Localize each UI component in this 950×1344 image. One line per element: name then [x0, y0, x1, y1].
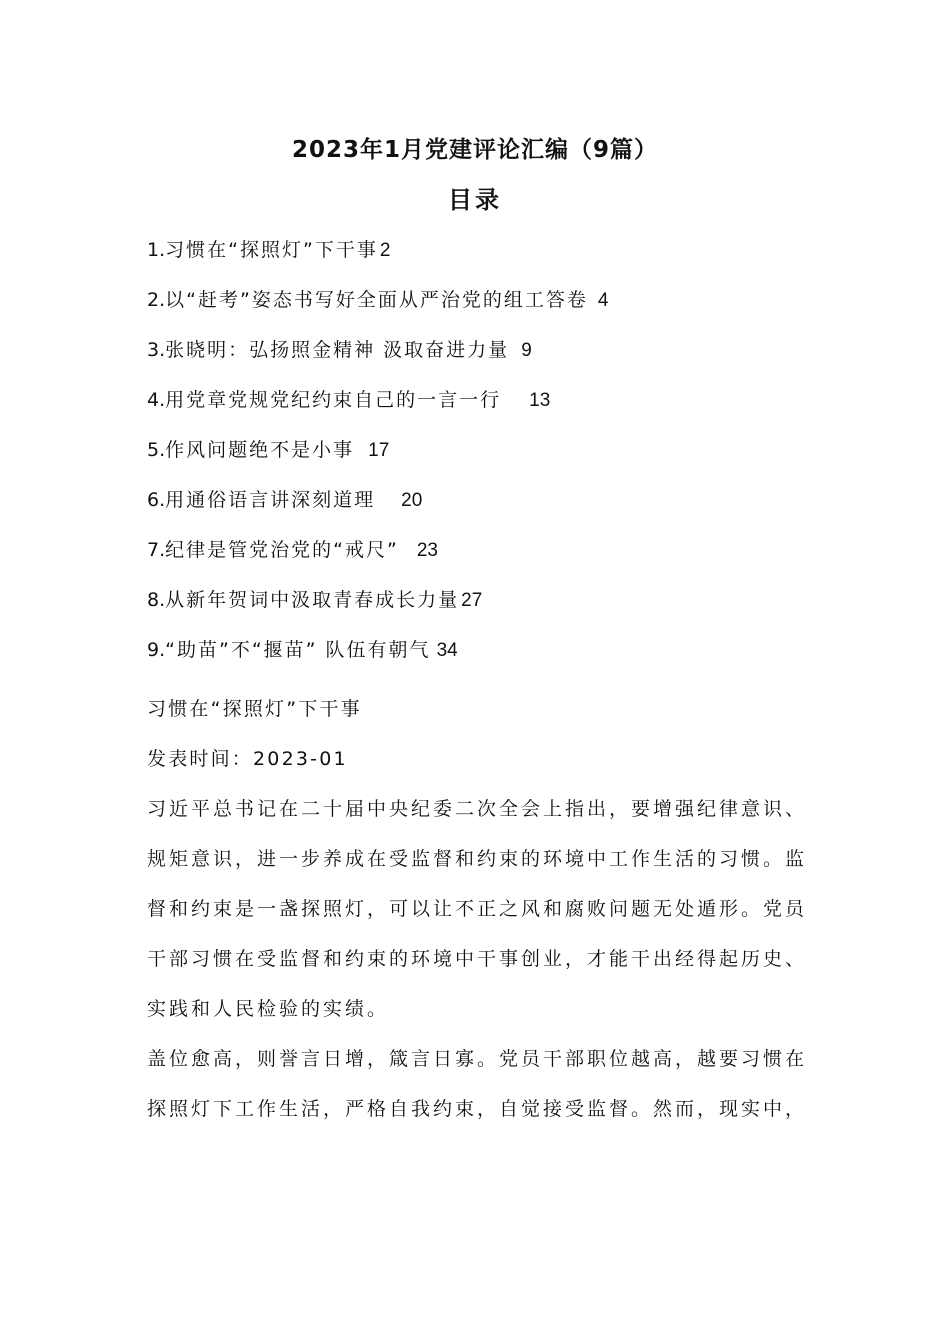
toc-item-title: 习惯在“探照灯”下干事: [165, 239, 378, 261]
toc-item-number: 3.: [147, 339, 166, 361]
toc-item-page: 20: [401, 490, 423, 511]
toc-item-title: 以“赶考”姿态书写好全面从严治党的组工答卷: [165, 289, 588, 311]
toc-item[interactable]: [147, 634, 608, 684]
toc-item-number: 6.: [147, 489, 166, 511]
toc-item-page: 27: [461, 590, 483, 611]
toc-item-number: 7.: [147, 539, 166, 561]
toc-item-page: 4: [597, 290, 609, 311]
toc-item-page: 9: [521, 340, 532, 361]
table-of-contents: [147, 234, 608, 684]
toc-item-title: 张晓明：弘扬照金精神 汲取奋进力量: [165, 339, 510, 361]
toc-item-title: 从新年贺词中汲取青春成长力量: [165, 589, 460, 611]
article-date: 发表时间：2023-01: [147, 748, 348, 770]
toc-item-number: 8.: [147, 589, 166, 611]
article-heading: 习惯在“探照灯”下干事: [147, 698, 362, 720]
toc-item[interactable]: [147, 434, 608, 484]
toc-item-number: 5.: [147, 439, 166, 461]
article-paragraph: 盖位愈高，则誉言日增，箴言日寡。党员干部职位越高，越要习惯在探照灯下工作生活，严格自我约束，自觉接受监督。然而，现实中，: [147, 1048, 808, 1120]
toc-item-page: 2: [379, 240, 391, 261]
article: [147, 684, 837, 1134]
toc-item-title: 作风问题绝不是小事: [165, 439, 355, 461]
toc-item-title: “助苗”不“揠苗” 队伍有朝气: [165, 639, 431, 661]
document-title: 2023年1月党建评论汇编（9篇）: [291, 137, 659, 163]
toc-item[interactable]: [147, 534, 608, 584]
article-paragraph: 习近平总书记在二十届中央纪委二次全会上指出，要增强纪律意识、规矩意识，进一步养成在受监督和约束的环境中工作生活的习惯。监督和约束是一盏探照灯，可以让不正之风和腐败问题无处遁形。党员干部习惯在受监督和约束的环境中干事创业，才能干出经得起历史、实践和人民检验的实绩。: [147, 798, 808, 1020]
toc-item-page: 34: [436, 640, 458, 661]
toc-item[interactable]: [147, 384, 608, 434]
toc-item-number: 2.: [147, 289, 166, 311]
toc-item-page: 17: [368, 440, 390, 461]
toc-item-page: 23: [416, 540, 438, 561]
toc-item[interactable]: [147, 334, 608, 384]
toc-item-page: 13: [529, 390, 551, 411]
toc-item-title: 纪律是管党治党的“戒尺”: [165, 539, 399, 561]
toc-heading: 目录: [448, 186, 502, 214]
toc-item[interactable]: [147, 284, 608, 334]
toc-item-title: 用党章党规党纪约束自己的一言一行: [165, 389, 502, 411]
toc-item[interactable]: [147, 584, 608, 634]
toc-item[interactable]: [147, 484, 608, 534]
toc-item[interactable]: [147, 234, 608, 284]
toc-item-number: 1.: [147, 239, 166, 261]
toc-item-number: 4.: [147, 389, 166, 411]
toc-item-title: 用通俗语言讲深刻道理: [165, 489, 376, 511]
toc-item-number: 9.: [147, 639, 166, 661]
